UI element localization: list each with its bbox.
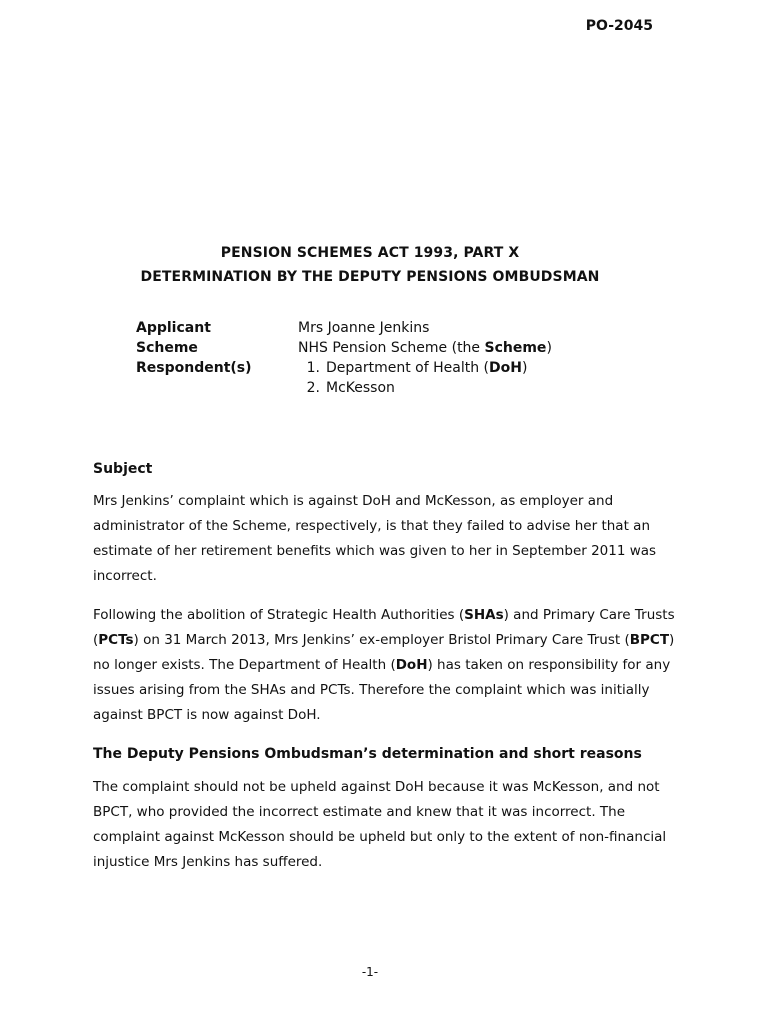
respondent-number: 2. bbox=[306, 380, 320, 396]
respondent-item bbox=[298, 358, 527, 378]
act-title: PENSION SCHEMES ACT 1993, PART X bbox=[220, 245, 520, 261]
subject-paragraph-1: Mrs Jenkins’ complaint which is against DoH and McKesson, as employer and administrator of the Scheme, respectively, is that they failed to advise her that an estimate of her retirement benefits which was given to her in September 2011 was incorrect. bbox=[93, 493, 657, 584]
page-number: -1- bbox=[361, 965, 379, 979]
scheme-label: Scheme bbox=[136, 340, 198, 356]
respondent-name: McKesson bbox=[326, 380, 395, 396]
document-reference: PO-2045 bbox=[585, 18, 653, 34]
respondent-number: 1. bbox=[306, 360, 320, 376]
scheme-defined-term: Scheme bbox=[484, 340, 547, 356]
respondents-label: Respondent(s) bbox=[136, 360, 252, 376]
respondent-name: Department of Health (DoH) bbox=[326, 360, 528, 376]
applicant-row bbox=[136, 318, 552, 338]
scheme-value-prefix: NHS Pension Scheme (the bbox=[298, 340, 485, 356]
defined-term: BPCT bbox=[629, 632, 670, 648]
respondents-list bbox=[298, 358, 527, 398]
defined-term: DoH bbox=[395, 657, 428, 673]
scheme-value-suffix: ) bbox=[546, 340, 552, 356]
subject-paragraph-2: Following the abolition of Strategic Health Authorities (SHAs) and Primary Care Trusts (PCTs) on 31 March 2013, Mrs Jenkins’ ex-employer Bristol Primary Care Trust (BPCT) no longer exists. The Department of Health (DoH) has taken on responsibility for any issues arising from the SHAs and PCTs. Therefore the complaint which was initially against BPCT is now against DoH. bbox=[93, 607, 675, 723]
parties-block bbox=[136, 318, 552, 398]
applicant-value: Mrs Joanne Jenkins bbox=[298, 320, 430, 336]
respondent-defined-term: DoH bbox=[489, 360, 522, 376]
determination-paragraph: The complaint should not be upheld against DoH because it was McKesson, and not BPCT, who provided the incorrect estimate and knew that it was incorrect. The complaint against McKesson should be upheld but only to the extent of non-financial injustice Mrs Jenkins has suffered. bbox=[93, 779, 667, 870]
determination-heading: The Deputy Pensions Ombudsman’s determination and short reasons bbox=[93, 746, 642, 762]
defined-term: PCTs bbox=[98, 632, 134, 648]
scheme-row bbox=[136, 338, 552, 358]
defined-term: SHAs bbox=[464, 607, 504, 623]
scheme-value bbox=[298, 338, 552, 358]
respondent-item bbox=[298, 378, 527, 398]
determination-title: DETERMINATION BY THE DEPUTY PENSIONS OMBUDSMAN bbox=[140, 269, 600, 285]
respondents-row bbox=[136, 358, 552, 398]
applicant-label: Applicant bbox=[136, 320, 211, 336]
subject-heading: Subject bbox=[93, 461, 153, 477]
